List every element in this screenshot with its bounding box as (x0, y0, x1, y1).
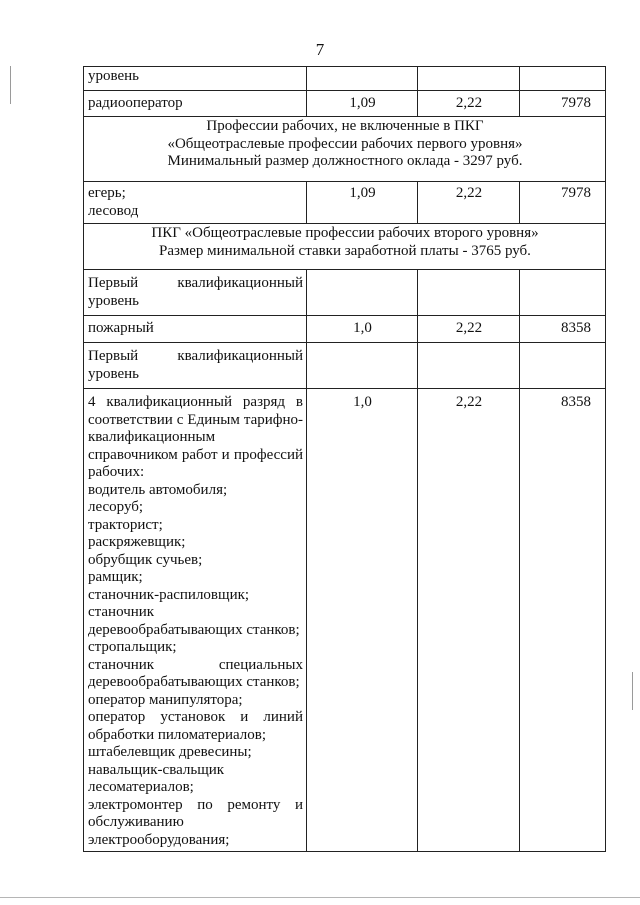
qualification-level-line: Первый квалификационный (88, 275, 303, 291)
page-number: 7 (315, 40, 325, 59)
group-header-line: Размер минимальной ставки заработной платы - 3765 руб. (159, 242, 531, 259)
profession-list-item: навальщик-свальщик лесоматериалов; (88, 761, 225, 795)
profession-list-item: водитель автомобиля; (88, 481, 228, 498)
ratio-cell (418, 270, 520, 316)
salary-cell (520, 67, 606, 91)
profession-list-item: лесоруб; (88, 499, 144, 515)
salary-cell: 8358 (520, 316, 606, 343)
table-row (84, 316, 606, 343)
profession-list-item: электромонтер по ремонту и обслуживанию электрооборудования; (88, 796, 303, 848)
salary-table (83, 66, 606, 852)
salary-cell: 7978 (520, 182, 606, 224)
profession-list-item: обрубщик сучьев; (88, 551, 203, 568)
profession-list-item: штабелевщик древесины; (88, 744, 252, 760)
profession-list (88, 482, 303, 850)
salary-cell: 8358 (520, 389, 606, 852)
coefficient-cell (307, 270, 418, 316)
qualification-level-line: уровень (88, 292, 140, 309)
ratio-cell: 2,22 (418, 91, 520, 117)
table-group-row (84, 117, 606, 182)
table-group-row (84, 224, 606, 270)
profession-cell (84, 182, 307, 224)
profession-list-item: оператор манипулятора; (88, 691, 243, 708)
group-header-line: ПКГ «Общеотраслевые профессии рабочих второго уровня» (151, 225, 539, 241)
profession-list-item: оператор установок и линий обработки пиломатериалов; (88, 709, 303, 743)
profession-list-item: станочник специальных деревообрабатывающих станков; (88, 656, 303, 690)
profession-list-item: стропальщик; (88, 639, 177, 655)
qualification-level-line: уровень (88, 365, 140, 382)
scan-mark-left (10, 66, 11, 104)
coefficient-cell: 1,0 (307, 316, 418, 343)
profession-list-item: рамщик; (88, 569, 143, 585)
table-row (84, 67, 606, 91)
ratio-cell: 2,22 (418, 182, 520, 224)
profession-line: лесовод (88, 202, 139, 219)
qualification-level-cell (84, 270, 307, 316)
group-header-line: Минимальный размер должностного оклада - 3297 руб. (167, 153, 523, 169)
scan-mark-right (632, 672, 633, 710)
coefficient-cell (307, 67, 418, 91)
ratio-cell (418, 67, 520, 91)
table-row (84, 182, 606, 224)
coefficient-cell: 1,0 (307, 389, 418, 852)
profession-list-item: раскряжевщик; (88, 534, 186, 550)
coefficient-cell (307, 343, 418, 389)
group-header-cell (84, 224, 606, 270)
coefficient-cell: 1,09 (307, 182, 418, 224)
group-header-line: «Общеотраслевые профессии рабочих первого уровня» (167, 135, 523, 152)
salary-cell (520, 343, 606, 389)
table-row (84, 270, 606, 316)
salary-cell: 7978 (520, 91, 606, 117)
scan-bottom-rule (0, 897, 640, 898)
ratio-cell: 2,22 (418, 389, 520, 852)
table-row (84, 91, 606, 117)
profession-cell: уровень (84, 67, 307, 91)
profession-line: егерь; (88, 185, 126, 201)
table-row (84, 343, 606, 389)
profession-list-intro: 4 квалификационный разряд в соответствии с Единым тарифно-квалификационным справочником работ и профессий рабочих: (88, 394, 303, 480)
qualification-level-cell (84, 343, 307, 389)
coefficient-cell: 1,09 (307, 91, 418, 117)
profession-list-item: станочник-распиловщик; (88, 586, 250, 603)
ratio-cell (418, 343, 520, 389)
group-header-cell (84, 117, 606, 182)
profession-list-item: станочник деревообрабатывающих станков; (88, 604, 300, 638)
table-row (84, 389, 606, 852)
qualification-level-line: Первый квалификационный (88, 348, 303, 364)
salary-cell (520, 270, 606, 316)
group-header-line: Профессии рабочих, не включенные в ПКГ (206, 118, 484, 134)
profession-cell: радиооператор (84, 91, 307, 117)
ratio-cell: 2,22 (418, 316, 520, 343)
profession-list-item: тракторист; (88, 516, 163, 533)
profession-cell: пожарный (84, 316, 307, 343)
profession-list-cell (84, 389, 307, 852)
